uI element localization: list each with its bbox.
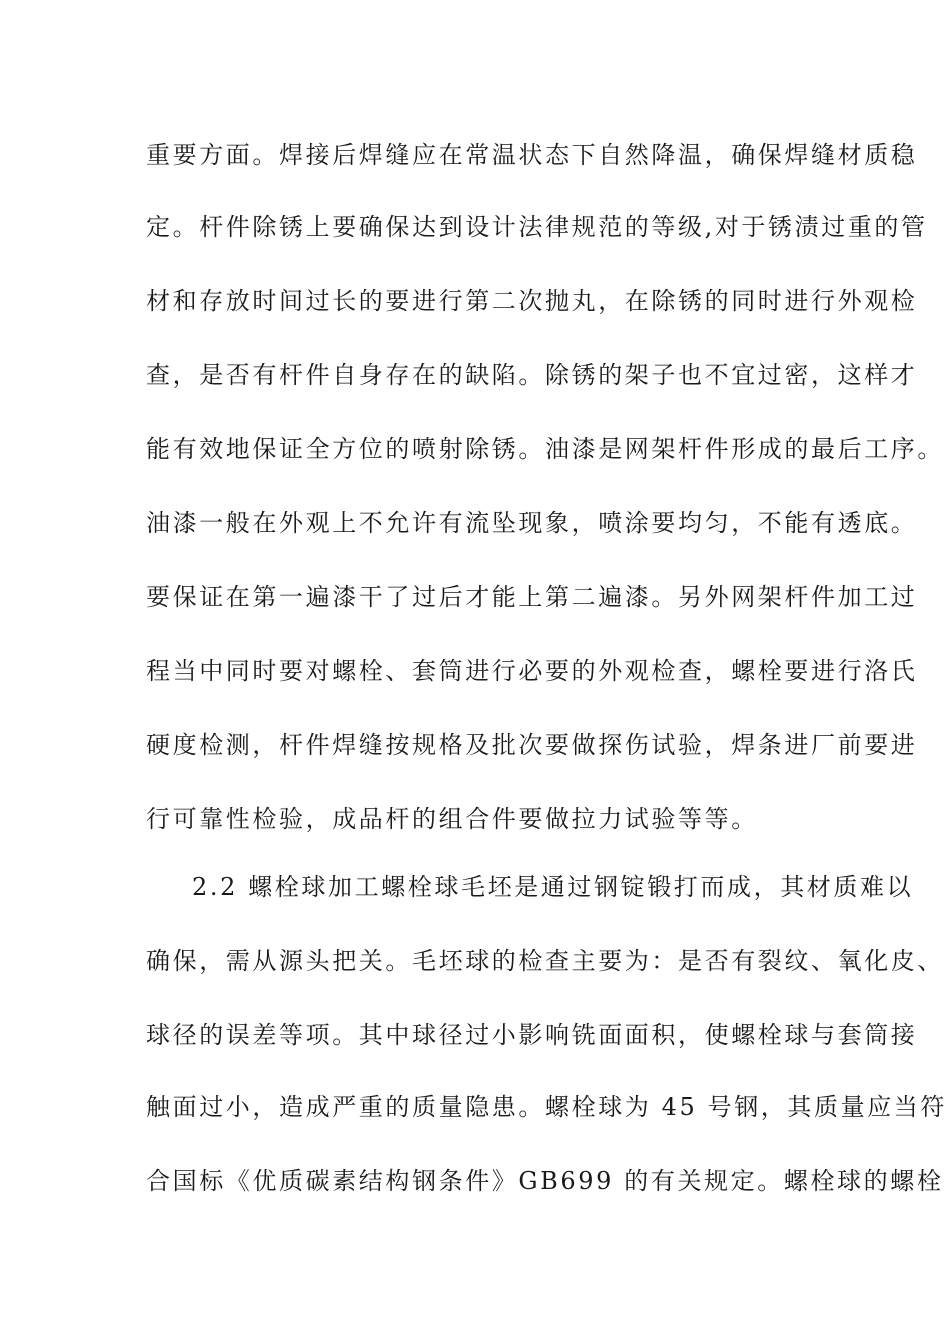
text-line: 程当中同时要对螺栓、套筒进行必要的外观检查，螺栓要进行洛氏 (146, 657, 918, 685)
text-line: 定。杆件除锈上要确保达到设计法律规范的等级,对于锈渍过重的管 (146, 213, 928, 241)
text-line: 油漆一般在外观上不允许有流坠现象，喷涂要均匀，不能有透底。 (146, 509, 918, 537)
text-line: 确保，需从源头把关。毛坯球的检查主要为：是否有裂纹、氧化皮、 (146, 947, 944, 975)
text-line: 重要方面。焊接后焊缝应在常温状态下自然降温，确保焊缝材质稳 (146, 141, 918, 169)
text-line: 要保证在第一遍漆干了过后才能上第二遍漆。另外网架杆件加工过 (146, 583, 918, 611)
text-line: 合国标《优质碳素结构钢条件》GB699 的有关规定。螺栓球的螺栓 (146, 1167, 944, 1195)
text-line: 查，是否有杆件自身存在的缺陷。除锈的架子也不宜过密，这样才 (146, 361, 918, 389)
section-heading-line: 2.2 螺栓球加工螺栓球毛坯是通过钢锭锻打而成，其材质难以 (192, 873, 914, 901)
text-line: 材和存放时间过长的要进行第二次抛丸，在除锈的同时进行外观检 (146, 287, 918, 315)
text-line: 触面过小，造成严重的质量隐患。螺栓球为 45 号钢，其质量应当符 (146, 1093, 947, 1121)
text-line: 行可靠性检验，成品杆的组合件要做拉力试验等等。 (146, 805, 758, 833)
text-line: 能有效地保证全方位的喷射除锈。油漆是网架杆件形成的最后工序。 (146, 435, 944, 463)
text-line: 硬度检测，杆件焊缝按规格及批次要做探伤试验，焊条进厂前要进 (146, 731, 918, 759)
text-line: 球径的误差等项。其中球径过小影响铣面面积，使螺栓球与套筒接 (146, 1021, 918, 1049)
